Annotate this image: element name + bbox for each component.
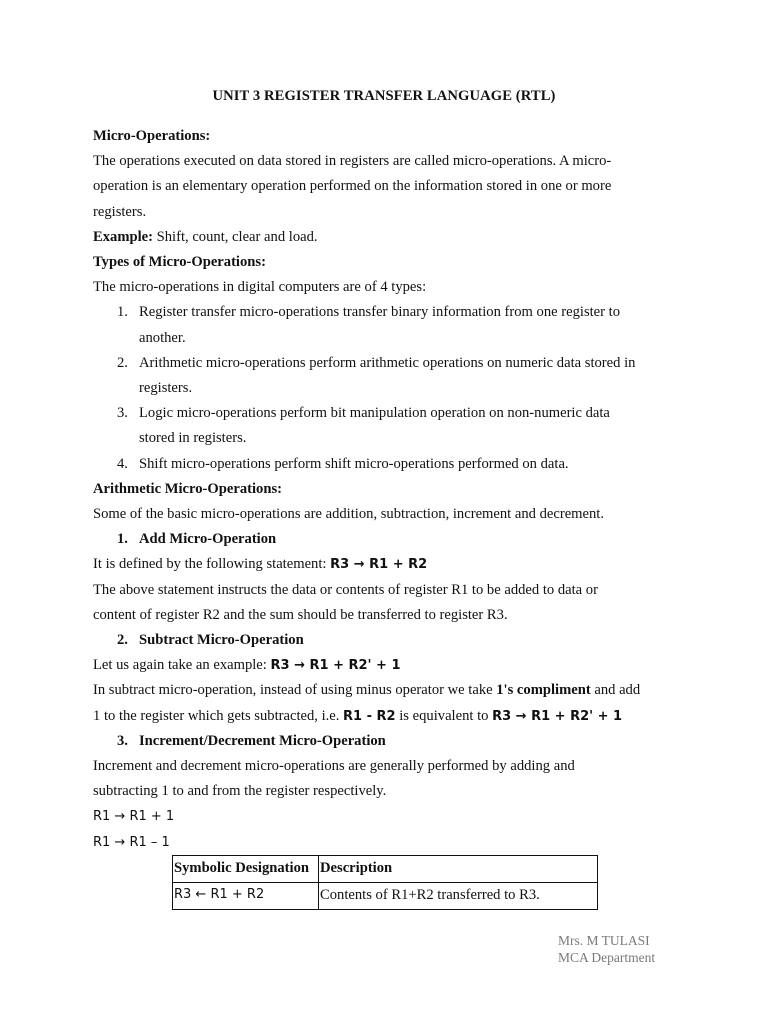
incdec-heading xyxy=(93,729,675,754)
subtract-heading-text: Subtract Micro-Operation xyxy=(139,632,304,649)
arith-intro: Some of the basic micro-operations are addition, subtraction, increment and decrement. xyxy=(93,506,605,523)
subtract-number: 2. xyxy=(117,632,128,649)
example-text: Shift, count, clear and load. xyxy=(153,228,318,245)
subtract-example-prefix: Let us again take an example: xyxy=(93,657,271,674)
add-statement xyxy=(93,552,675,577)
subtract-line-1-end: and add xyxy=(590,682,641,699)
add-heading xyxy=(93,527,675,552)
types-intro: The micro-operations in digital computers are of 4 types: xyxy=(93,279,427,296)
subtract-line-1-text: In subtract micro-operation, instead of using minus operator we take xyxy=(93,682,497,699)
table-row xyxy=(173,883,598,910)
micro-ops-para-line-2: operation is an elementary operation performed on the information stored in one or more xyxy=(93,178,612,195)
footer-department: MCA Department xyxy=(558,950,656,965)
subtract-line-1 xyxy=(93,678,675,703)
types-list xyxy=(93,300,675,476)
incdec-number: 3. xyxy=(117,732,128,749)
footer xyxy=(558,932,655,966)
table-header-row xyxy=(173,856,598,883)
table-header-description: Description xyxy=(319,856,598,883)
list-item-number: 2. xyxy=(117,354,128,371)
list-item xyxy=(93,351,675,401)
page-title: UNIT 3 REGISTER TRANSFER LANGUAGE (RTL) xyxy=(212,88,556,104)
list-item-number: 3. xyxy=(117,405,128,422)
list-item xyxy=(93,452,675,477)
designation-table xyxy=(172,855,598,910)
add-formula: R3 → R1 + R2 xyxy=(330,557,428,573)
list-item-number: 4. xyxy=(117,455,128,472)
list-item-line-2: another. xyxy=(139,329,186,346)
subtract-r1-r2: R1 - R2 xyxy=(343,708,396,724)
ones-compliment: 1's compliment xyxy=(496,682,591,699)
list-item xyxy=(93,300,675,350)
example-line xyxy=(93,225,675,250)
list-item xyxy=(93,401,675,451)
list-item-line-1: Shift micro-operations perform shift micro-operations performed on data. xyxy=(139,455,569,472)
example-label: Example: xyxy=(93,228,153,245)
document-page xyxy=(93,84,675,855)
micro-ops-heading: Micro-Operations: xyxy=(93,128,211,144)
add-number: 1. xyxy=(117,531,128,548)
subtract-example xyxy=(93,653,675,678)
add-heading-text: Add Micro-Operation xyxy=(139,531,277,548)
subtract-line-2 xyxy=(93,704,675,729)
list-item-line-1: Logic micro-operations perform bit manipulation operation on non-numeric data xyxy=(139,405,610,422)
incdec-line-2: subtracting 1 to and from the register respectively. xyxy=(93,783,387,800)
list-item-line-1: Arithmetic micro-operations perform arithmetic operations on numeric data stored in xyxy=(139,354,636,371)
list-item-line-2: stored in registers. xyxy=(139,430,247,447)
subtract-line-2-mid: is equivalent to xyxy=(395,707,493,724)
types-heading: Types of Micro-Operations: xyxy=(93,254,266,271)
list-item-line-1: Register transfer micro-operations transfer binary information from one register to xyxy=(139,304,621,321)
add-statement-prefix: It is defined by the following statement: xyxy=(93,556,331,573)
subtract-heading xyxy=(93,628,675,653)
footer-author: Mrs. M TULASI xyxy=(558,933,650,948)
subtract-equivalent-formula: R3 → R1 + R2' + 1 xyxy=(492,708,623,724)
incdec-line-1: Increment and decrement micro-operations are generally performed by adding and xyxy=(93,758,575,775)
decrement-formula: R1 → R1 – 1 xyxy=(93,834,170,850)
list-item-line-2: registers. xyxy=(139,380,193,397)
table-cell-symbolic: R3 ← R1 + R2 xyxy=(173,883,319,910)
add-desc-line-1: The above statement instructs the data or contents of register R1 to be added to data or xyxy=(93,581,598,598)
list-item-number: 1. xyxy=(117,304,128,321)
table-cell-description: Contents of R1+R2 transferred to R3. xyxy=(319,883,598,910)
table xyxy=(172,855,598,910)
arith-heading: Arithmetic Micro-Operations: xyxy=(93,480,282,497)
increment-formula: R1 → R1 + 1 xyxy=(93,809,175,825)
add-desc-line-2: content of register R2 and the sum should be transferred to register R3. xyxy=(93,606,508,623)
micro-ops-para-line-1: The operations executed on data stored in registers are called micro-operations. A micro- xyxy=(93,153,612,170)
table-header-symbolic: Symbolic Designation xyxy=(173,856,319,883)
micro-ops-para-line-3: registers. xyxy=(93,203,147,220)
subtract-line-2-text: 1 to the register which gets subtracted, i.e. xyxy=(93,707,344,724)
subtract-example-formula: R3 → R1 + R2' + 1 xyxy=(270,658,401,674)
incdec-heading-text: Increment/Decrement Micro-Operation xyxy=(139,732,386,749)
